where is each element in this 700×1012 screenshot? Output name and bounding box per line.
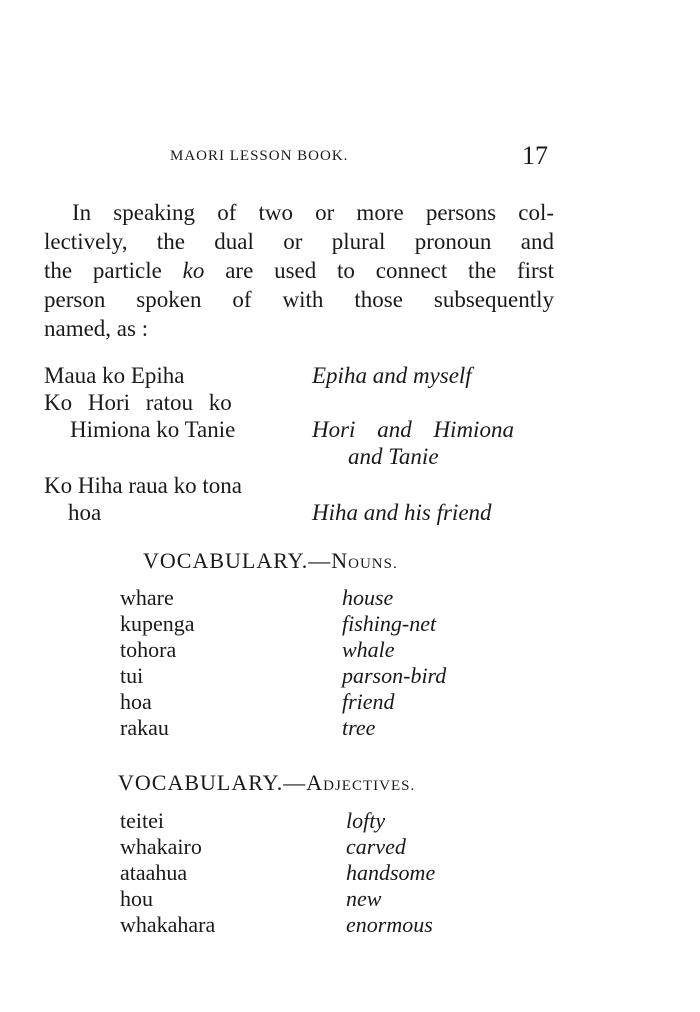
vocab-nouns-list (120, 585, 520, 741)
example-2-english-line-1: Hori and Himiona (312, 417, 514, 442)
heading-main: VOCABULARY.—N (143, 548, 349, 573)
vocab-adjectives-list (120, 808, 520, 938)
vocab-english: handsome (346, 860, 436, 885)
heading-smallcaps: DJECTIVES. (323, 778, 416, 794)
heading-smallcaps: OUNS. (348, 556, 398, 572)
paragraph-text: the particle (44, 258, 162, 283)
vocab-maori: tui (120, 663, 144, 688)
vocab-row (120, 808, 520, 834)
particle-ko: ko (182, 258, 205, 283)
example-1-english: Epiha and myself (312, 363, 472, 388)
vocab-row (120, 663, 520, 689)
page-number: 17 (522, 141, 548, 170)
vocab-maori: kupenga (120, 611, 195, 636)
paragraph-line-3 (44, 256, 554, 285)
vocab-row (120, 834, 520, 860)
example-1-maori: Maua ko Epiha (44, 363, 185, 388)
vocab-maori: tohora (120, 637, 177, 662)
example-2-english-line-2: and Tanie (348, 444, 439, 469)
running-title: MAORI LESSON BOOK. (170, 148, 349, 164)
vocab-nouns-heading (143, 548, 398, 574)
vocab-english: fishing-net (342, 611, 437, 636)
paragraph-line-4: person spoken of with those subsequently (44, 287, 554, 312)
paragraph-line-5: named, as : (44, 316, 149, 341)
vocab-english: lofty (346, 808, 386, 833)
vocab-english: house (342, 585, 394, 610)
vocab-maori: hoa (120, 689, 152, 714)
example-3-english: Hiha and his friend (312, 500, 492, 525)
example-3-maori-line-2: hoa (68, 500, 102, 525)
intro-paragraph (44, 198, 554, 343)
vocab-english: friend (342, 689, 395, 714)
vocab-row (120, 689, 520, 715)
vocab-row (120, 860, 520, 886)
vocab-maori: whakairo (120, 834, 202, 859)
vocab-english: tree (342, 715, 376, 740)
paragraph-line-1: In speaking of two or more persons col- (72, 200, 554, 225)
example-3-maori-line-1: Ko Hiha raua ko tona (44, 473, 242, 498)
vocab-row (120, 585, 520, 611)
vocab-english: parson-bird (342, 663, 447, 688)
vocab-english: whale (342, 637, 395, 662)
heading-main: VOCABULARY.—A (118, 770, 324, 795)
vocab-adjectives-heading (118, 770, 415, 796)
vocab-row (120, 611, 520, 637)
vocab-maori: rakau (120, 715, 169, 740)
vocab-maori: ataahua (120, 860, 188, 885)
vocab-maori: hou (120, 886, 153, 911)
vocab-english: new (346, 886, 382, 911)
vocab-maori: whare (120, 585, 174, 610)
vocab-maori: whakahara (120, 912, 216, 937)
example-2-maori-line-2: Himiona ko Tanie (70, 417, 236, 442)
vocab-row (120, 637, 520, 663)
vocab-english: enormous (346, 912, 433, 937)
paragraph-text: are used to connect the first (225, 258, 555, 283)
example-2-maori-line-1: Ko Hori ratou ko (44, 390, 232, 415)
vocab-row (120, 912, 520, 938)
vocab-english: carved (346, 834, 406, 859)
paragraph-line-2: lectively, the dual or plural pronoun and (44, 229, 554, 254)
vocab-row (120, 886, 520, 912)
vocab-maori: teitei (120, 808, 164, 833)
vocab-row (120, 715, 520, 741)
